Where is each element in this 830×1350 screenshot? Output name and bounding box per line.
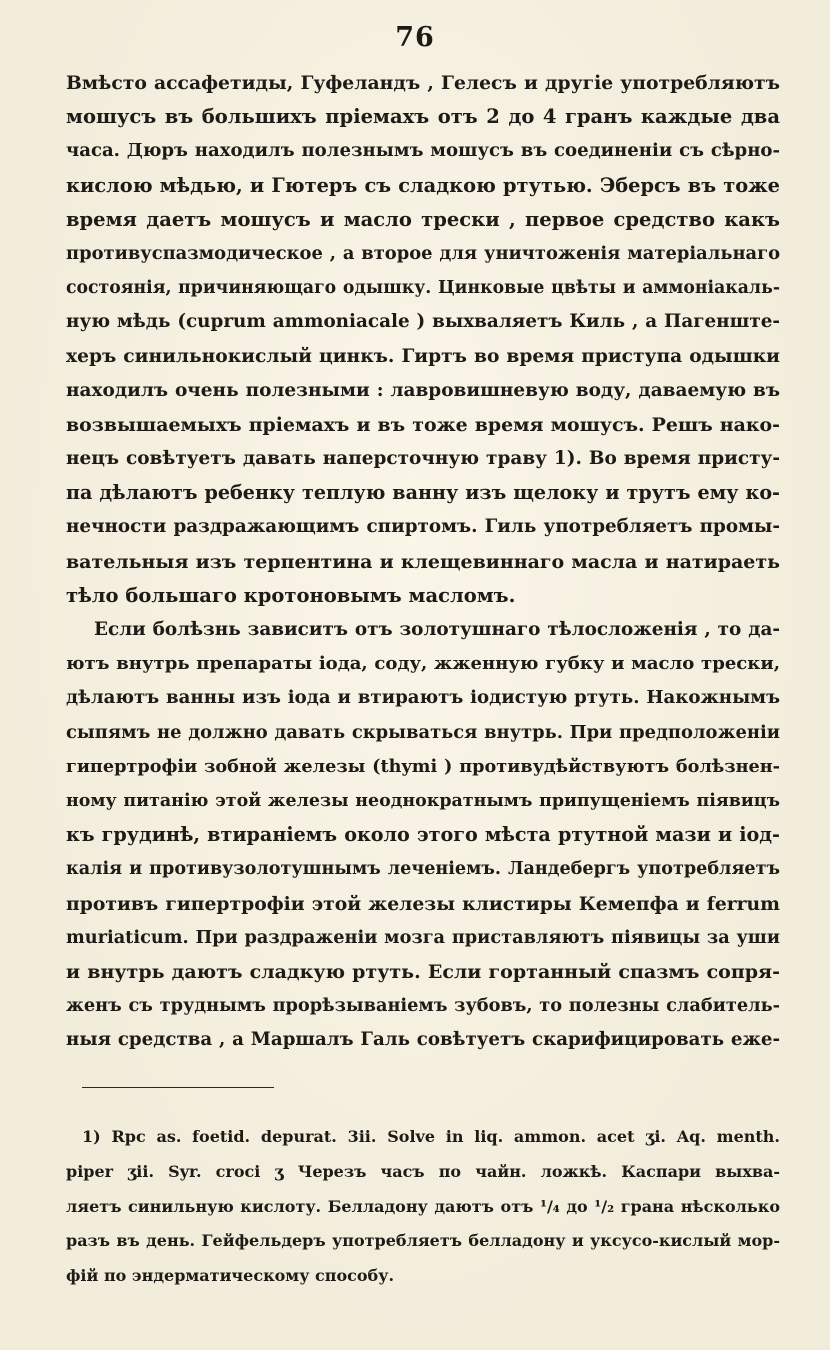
text-line: сыпямъ не должно давать скрываться внутрь. При предположеніи xyxy=(66,721,780,743)
text-line: нецъ совѣтуетъ давать наперсточную траву 1). Во время присту- xyxy=(66,448,780,470)
text-line: па дѣлаютъ ребенку теплую ванну изъ щелоку и трутъ ему ко- xyxy=(66,481,780,505)
paragraph-start-line: Если болѣзнь зависитъ отъ золотушнаго тѣлосложенія , то да- xyxy=(94,619,780,640)
text-line: кислою мѣдью, и Гютеръ съ сладкою ртутью. Эберсъ въ тоже xyxy=(66,173,780,197)
text-line: мошусъ въ большихъ пріемахъ отъ 2 до 4 гранъ каждые два xyxy=(66,105,780,129)
text-line: время даетъ мошусъ и масло трески , первое средство какъ xyxy=(66,207,780,231)
text-line: часа. Дюръ находилъ полезнымъ мошусъ въ соединеніи съ сѣрно- xyxy=(66,140,780,162)
text-line: гипертрофіи зобной железы (thymi ) противудѣйствуютъ болѣзнен- xyxy=(66,755,780,777)
body-text xyxy=(66,66,780,1057)
footnote-divider xyxy=(82,1087,274,1088)
text-line: находилъ очень полезными : лавровишневую воду, даваемую въ xyxy=(66,379,780,401)
text-line: состоянія, причиняющаго одышку. Цинковые цвѣты и аммоніакаль- xyxy=(66,278,780,299)
footnote-line: ляетъ синильную кислоту. Белладону даютъ отъ ¹/₄ до ¹/₂ грана нѣсколько xyxy=(66,1196,780,1216)
footnote-line: 1) Rpc as. foetid. depurat. 3ii. Solve in liq. ammon. acet ʒi. Aq. menth. xyxy=(82,1127,780,1146)
text-line: ютъ внутрь препараты іода, соду, жженную губку и масло трески, xyxy=(66,653,780,675)
text-line: возвышаемыхъ пріемахъ и въ тоже время мошусъ. Решъ нако- xyxy=(66,413,780,436)
text-line: вательныя изъ терпентина и клещевиннаго масла и натираеть xyxy=(66,550,780,573)
text-line: Вмѣсто ассафетиды, Гуфеландъ , Гелесъ и другіе употребляютъ xyxy=(66,72,780,94)
footnote-line: разъ въ день. Гейфельдеръ употребляетъ белладону и уксусо-кислый мор- xyxy=(66,1231,780,1251)
text-line: калія и противузолотушнымъ леченіемъ. Ландебергъ употребляетъ xyxy=(66,858,780,880)
text-line: противъ гипертрофіи этой железы клистиры Кемепфа и ferrum xyxy=(66,892,780,915)
text-line: противуспазмодическое , а второе для уничтоженія матеріальнаго xyxy=(66,242,780,264)
text-line: нечности раздражающимъ спиртомъ. Гиль употребляетъ промы- xyxy=(66,516,780,538)
text-line: muriaticum. При раздраженіи мозга приставляютъ піявицы за уши xyxy=(66,926,780,948)
text-line: къ грудинѣ, втираніемъ около этого мѣста ртутной мази и іод- xyxy=(66,823,780,847)
footnote-line: фій по эндерматическому способу. xyxy=(66,1266,395,1286)
page-number: 76 xyxy=(395,22,435,53)
text-line: ному питанію этой железы неоднократнымъ припущеніемъ піявицъ xyxy=(66,790,780,811)
footnotes xyxy=(66,1120,780,1294)
text-line: и внутрь даютъ сладкую ртуть. Если гортанный спазмъ сопря- xyxy=(66,960,780,983)
text-line: херъ синильнокислый цинкъ. Гиртъ во время приступа одышки xyxy=(66,345,780,367)
text-line: женъ съ труднымъ прорѣзываніемъ зубовъ, то полезны слабитель- xyxy=(66,995,780,1017)
text-line: дѣлаютъ ванны изъ іода и втираютъ іодистую ртуть. Накожнымъ xyxy=(66,687,780,709)
text-line: тѣло большаго кротоновымъ масломъ. xyxy=(66,583,516,607)
footnote-line: piper ʒii. Syr. croci ʒ Черезъ часъ по чайн. ложкѣ. Каспари выхва- xyxy=(66,1161,780,1181)
text-line: ную мѣдь (cuprum ammoniacale ) выхваляетъ Киль , а Пагенште- xyxy=(66,311,780,333)
text-line: ныя средства , а Маршалъ Галь совѣтуетъ скарифицировать еже- xyxy=(66,1029,780,1051)
